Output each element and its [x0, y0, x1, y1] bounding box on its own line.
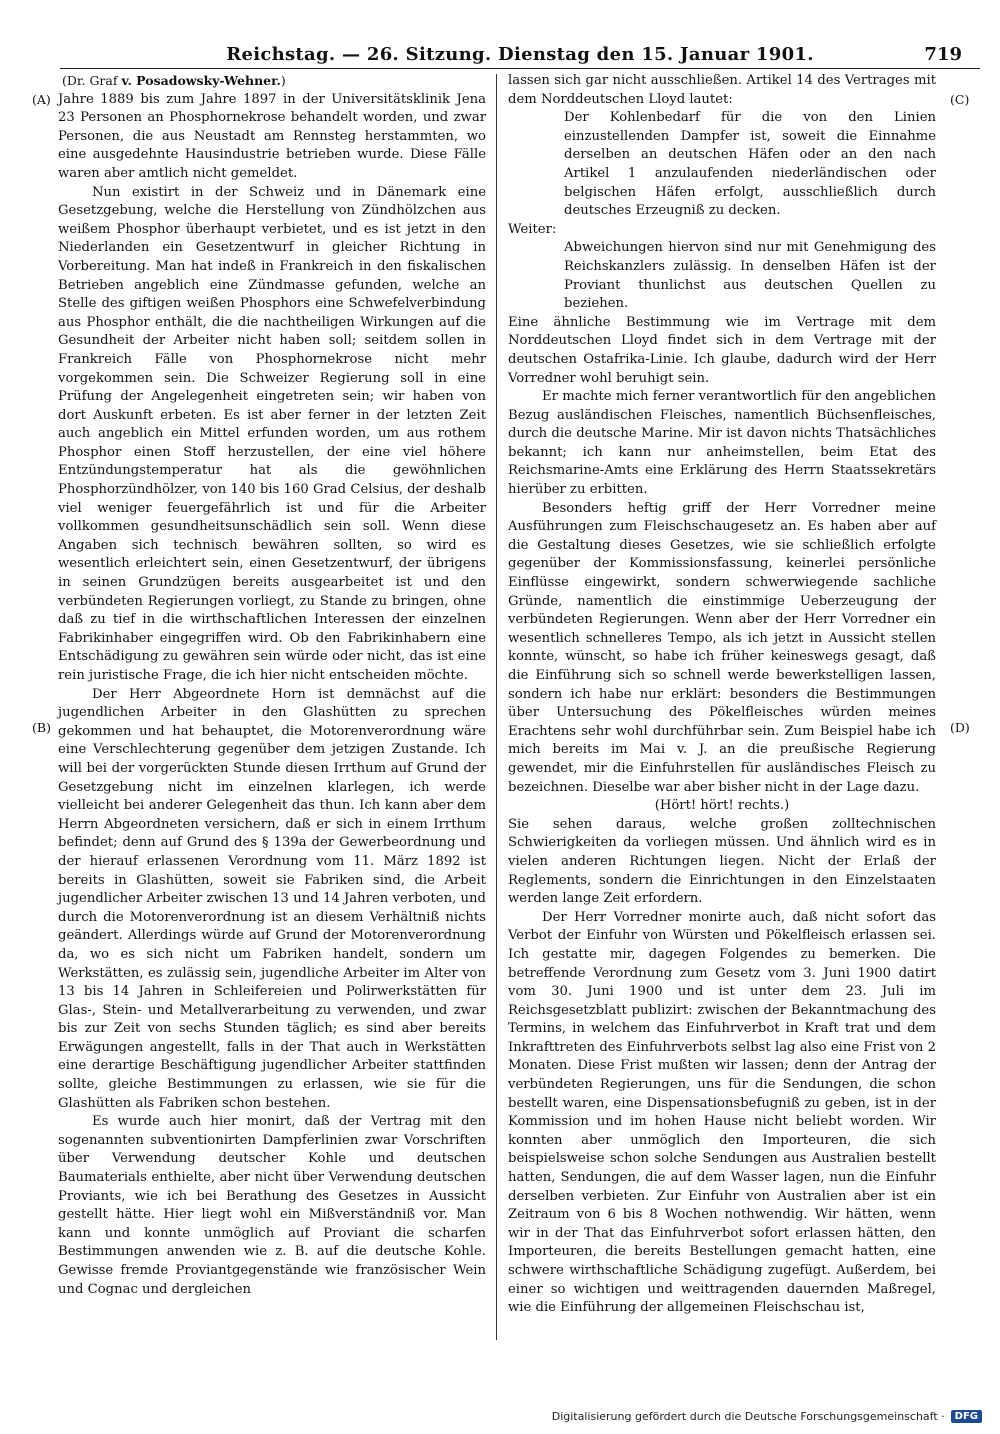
paragraph: Eine ähnliche Bestimmung wie im Vertrage mit dem Norddeutschen Lloyd findet sich in dem Vertrage mit der deutschen Ostafrika-Linie. Ich glaube, dadurch wird der Herr Vorredner wohl beruhigt sein. — [508, 314, 936, 386]
interjection: (Hört! hört! rechts.) — [654, 798, 790, 814]
paragraph: Nun existirt in der Schweiz und in Dänemark eine Gesetzgebung, welche die Herstellung von Zündhölzchen aus weißem Phosphor überhaupt verbietet, und es ist jetzt in den Niederlanden ein Gesetzentwurf in gleicher Richtung in Vorbereitung. Man hat indeß in Frankreich in den fiskalischen Betrieben angeblich eine Zündmasse gefunden, welche an Stelle des giftigen weißen Phosphors eine Schwefelverbindung aus Phosphor enthält, die die nachtheiligen Wirkungen auf die Gesundheit der Arbeiter nicht haben soll; seitdem sollen in Frankreich Fälle von Phosphornekrose nicht mehr vorgekommen sein. Die Schweizer Regierung soll in eine Prüfung der Angelegenheit eingetreten sein; wir haben von dort Auskunft erbeten. Es ist aber ferner in der letzten Zeit auch angeblich ein Mittel erfunden worden, um aus rothem Phosphor einen Stoff herzustellen, der eine viel höhere Entzündungstemperatur hat als die gewöhnlichen Phosphorzündhölzer, von 140 bis 160 Grad Celsius, der deshalb viel weniger feuergefährlich ist und für die Arbeiter vollkommen gesundheitsunschädlich sein soll. Wenn diese Angaben sich technisch bewähren sollten, so wird es wesentlich erleichtert sein, einen Gesetzentwurf, der übrigens in seinen Grundzügen bereits ausgearbeitet ist und den verbündeten Regierungen vorliegt, zu Stande zu bringen, ohne daß zu tief in die wirthschaftlichen Interessen der einzelnen Fabrikinhaber eingegriffen wird. Ob den Fabrikinhabern eine Entschädigung zu gewähren sein würde oder nicht, das ist eine rein juristische Frage, die ich hier nicht entscheiden möchte. — [58, 184, 486, 683]
dfg-logo: DFG — [951, 1410, 982, 1423]
running-title: Reichstag. — 26. Sitzung. Dienstag den 15. Januar 1901. — [226, 44, 814, 65]
margin-marker-a: (A) — [32, 92, 51, 107]
quoted-article: Der Kohlenbedarf für die von den Linien einzustellenden Dampfer ist, soweit die Einnahme derselben an deutschen Häfen oder an den nach Artikel 1 anzulaufenden niederländischen oder belgischen Häfen erfolgt, ausschließlich durch deutsches Erzeugniß zu decken. — [564, 110, 936, 219]
paragraph: Jahre 1889 bis zum Jahre 1897 in der Universitätsklinik Jena 23 Personen an Phosphornekrose behandelt worden, und zwar Personen, die aus Neustadt am Rennsteg herstammten, wo eine ausgedehnte Hausindustrie betrieben wurde. Diese Fälle waren aber amtlich nicht gemeldet. — [58, 91, 486, 181]
page-number: 719 — [924, 44, 962, 65]
right-column — [508, 72, 936, 1318]
speaker-name: v. Posadowsky-Wehner. — [121, 73, 281, 88]
paragraph: lassen sich gar nicht ausschließen. Artikel 14 des Vertrages mit dem Norddeutschen Lloyd lautet: — [508, 73, 936, 107]
left-column — [58, 72, 486, 1299]
paragraph: Sie sehen daraus, welche großen zolltechnischen Schwierigkeiten da vorliegen müssen. Und ähnlich wird es in vielen anderen Richtungen liegen. Nicht der Erlaß der Reglements, sondern die Einrichtungen in den Einzelstaaten werden lange Zeit erfordern. — [508, 816, 936, 907]
footer-credit — [552, 1410, 982, 1423]
margin-marker-d: (D) — [950, 720, 970, 735]
margin-marker-b: (B) — [32, 720, 51, 735]
speaker-line — [62, 72, 486, 91]
speaker-prefix: (Dr. Graf — [62, 73, 122, 88]
footer-text: Digitalisierung gefördert durch die Deutsche Forschungsgemeinschaft · — [551, 1410, 945, 1423]
paragraph: Der Herr Abgeordnete Horn ist demnächst auf die jugendlichen Arbeiter in den Glashütten zu sprechen gekommen und hat behauptet, die Motorenverordnung wäre eine Verschlechterung gegenüber dem jetzigen Zustande. Ich will bei der vorgerückten Stunde diesen Irrthum auf Grund der Gesetzgebung nicht im einzelnen klarlegen, ich werde vielleicht bei anderer Gelegenheit das thun. Ich kann aber dem Herrn Abgeordneten versichern, daß er sich in einem Irrthum befindet; denn auf Grund des § 139a der Gewerbeordnung und der hierauf erlassenen Verordnung vom 11. März 1892 ist bereits in Glashütten, soweit sie Fabriken sind, die Arbeit jugendlicher Arbeiter zwischen 13 und 14 Jahren verboten, und durch die Motorenverordnung ist an diesem Verhältniß nichts geändert. Allerdings würde auf Grund der Motorenverordnung da, wo es sich nicht um Fabriken handelt, sondern um Werkstätten, es zulässig sein, jugendliche Arbeiter im Alter von 13 bis 14 Jahren in Schleifereien und Polirwerkstätten für Glas-, Stein- und Metallverarbeitung zu verwenden, und zwar bis zur Zeit von sechs Stunden täglich; es sind aber bereits Erwägungen angestellt, falls in der That auch in Werkstätten eine derartige Beschäftigung jugendlicher Arbeiter stattfinden sollte, gleiche Bestimmungen zu erlassen, wie sie für die Glashütten als Fabriken schon bestehen. — [58, 686, 486, 1111]
paragraph: Besonders heftig griff der Herr Vorredner meine Ausführungen zum Fleischschaugesetz an. Es haben aber auf die Gestaltung dieses Gesetzes, wie sie schließlich erfolgte gegenüber der Kommissionsfassung, keinerlei persönliche Einflüsse eingewirkt, sondern schwerwiegende sachliche Gründe, namentlich die einstimmige Ueberzeugung der verbündeten Regierungen. Wenn aber der Herr Vorredner ein wesentlich schnelleres Tempo, als ich jetzt in Aussicht stellen konnte, wünscht, so habe ich früher keineswegs gesagt, daß die Einführung sich so schnell werde bewerkstelligen lassen, sondern ich habe nur erklärt: besonders die Bestimmungen über Untersuchung des Pökelfleisches würden meines Erachtens sehr wohl durchführbar sein. Zum Beispiel habe ich mich bereits im Mai v. J. an die preußische Regierung gewendet, mir die Einfuhrstellen für ausländisches Fleisch zu bezeichnen. Dieselbe war aber bisher nicht in der Lage dazu. — [508, 500, 936, 795]
label-weiter: Weiter: — [508, 221, 557, 237]
quoted-article: Abweichungen hiervon sind nur mit Genehmigung des Reichskanzlers zulässig. In denselben Häfen ist der Proviant thunlichst aus deutschen Quellen zu beziehen. — [564, 240, 936, 312]
paragraph: Er machte mich ferner verantwortlich für den angeblichen Bezug ausländischen Fleisches, namentlich Büchsenfleisches, durch die deutsche Marine. Mir ist davon nichts Thatsächliches bekannt; ich kann nur anheimstellen, beim Etat des Reichsmarine-Amts eine Erklärung des Herrn Staatssekretärs hierüber zu erbitten. — [508, 389, 936, 498]
paragraph: Es wurde auch hier monirt, daß der Vertrag mit den sogenannten subventionirten Dampferlinien zwar Vorschriften über Verwendung deutscher Kohle und deutschen Baumaterials enthielte, aber nicht über Verwendung deutschen Proviants, wie ich bei Berathung des Gesetzes in Aussicht gestellt hätte. Hier liegt wohl ein Mißverständniß vor. Man kann und konnte unmöglich auf Proviant die scharfen Bestimmungen anwenden wie z. B. auf die deutsche Kohle. Gewisse fremde Proviantgegenstände wie französischer Wein und Cognac und dergleichen — [58, 1114, 486, 1297]
paragraph: Der Herr Vorredner monirte auch, daß nicht sofort das Verbot der Einfuhr von Würsten und Pökelfleisch erlassen sei. Ich gestatte mir, dagegen Folgendes zu bemerken. Die betreffende Verordnung zum Gesetz vom 3. Juni 1900 datirt vom 30. Juni 1900 und ist unter dem 23. Juli im Reichsgesetzblatt publizirt: zwischen der Bekanntmachung des Termins, in welchem das Einfuhrverbot in Kraft trat und dem Inkrafttreten des Einfuhrverbots selbst lag also eine Frist von 2 Monaten. Diese Frist mußten wir lassen; denn der Antrag der verbündeten Regierungen, uns für die Sendungen, die schon bestellt waren, eine Dispensationsbefugniß zu geben, ist in der Kommission und im hohen Hause nicht beliebt worden. Wir konnten aber unmöglich den Importeuren, die sich beispielsweise schon solche Sendungen aus Australien bestellt hatten, Sendungen, die auf dem Wasser lagen, nun die Einfuhr derselben verbieten. Zur Einfuhr von Australien aber ist ein Zeitraum von 6 bis 8 Wochen nothwendig. Wir hätten, wenn wir in der That das Einfuhrverbot sofort erlassen hätten, den Importeuren, die bereits Bestellungen gemacht hatten, eine schwere wirthschaftliche Schädigung zugefügt. Außerdem, bei einer so wichtigen und weittragenden dauernden Maßregel, wie die Einführung der allgemeinen Fleischschau ist, — [508, 909, 936, 1316]
header-rule — [60, 68, 980, 69]
speaker-suffix: ) — [280, 73, 286, 88]
column-divider — [496, 74, 497, 1340]
margin-marker-c: (C) — [950, 92, 970, 107]
